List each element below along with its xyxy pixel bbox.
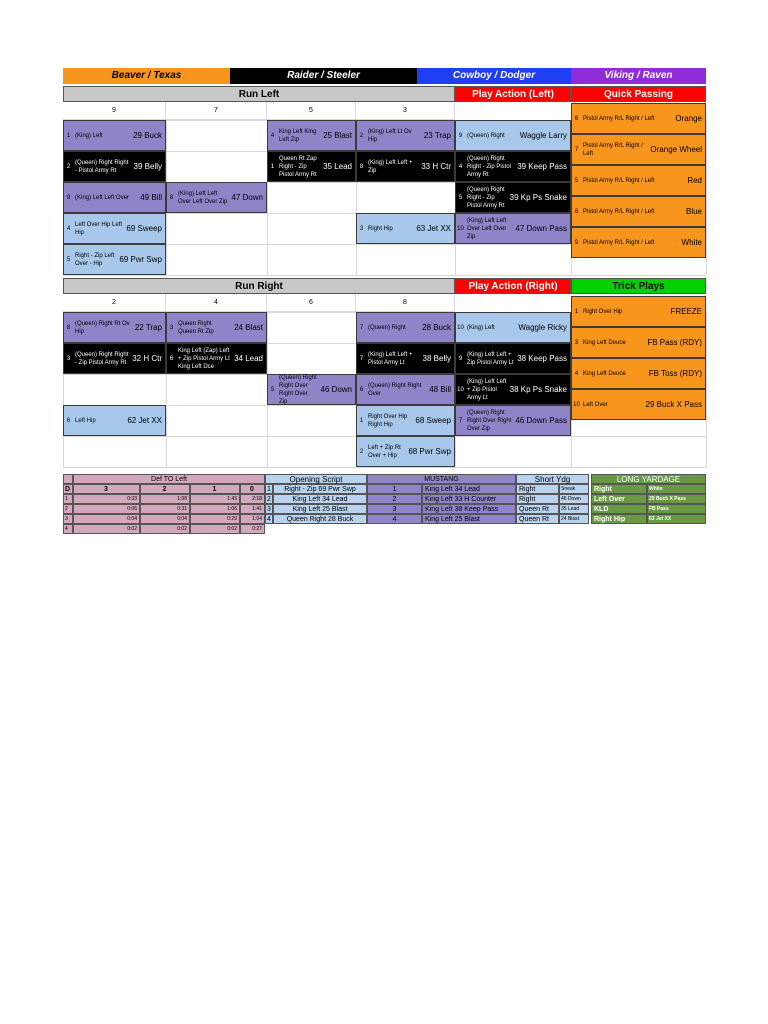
grid-hline (63, 467, 706, 468)
run-right-play-8[interactable] (356, 343, 455, 374)
play-name: FB Pass (RDY) (647, 337, 702, 347)
play-number: 4 (458, 163, 463, 170)
long-yardage-title: LONG YARDAGE (591, 474, 706, 484)
run-right-col-6: 6 (267, 294, 356, 312)
play-action-left-4[interactable] (455, 213, 571, 244)
run-right-col-2: 2 (63, 294, 166, 312)
grid-vline (706, 312, 707, 467)
section-trick-plays: Trick Plays (571, 278, 706, 294)
def-to-left-row-2-c4: 1:41 (240, 504, 265, 514)
play-action-left-1[interactable] (455, 120, 571, 151)
team-header-4: Viking / Raven (571, 68, 706, 84)
formation-label: Right - Zip Left Over - Hip (75, 252, 115, 267)
play-number: 9 (458, 355, 463, 362)
play-number: 4 (66, 225, 71, 232)
mustang-num-1: 1 (367, 484, 422, 494)
formation-label: (Queen) Right (368, 324, 406, 331)
play-number: 9 (574, 239, 579, 246)
play-name: FREEZE (670, 306, 702, 316)
play-name: 39 Keep Pass (517, 161, 567, 171)
trick-play-2[interactable] (571, 327, 706, 358)
quick-passing-5[interactable] (571, 227, 706, 258)
run-right-play-9[interactable] (356, 374, 455, 405)
play-number: 1 (66, 132, 71, 139)
formation-label: (King) Left Left Over Left Over Zip (467, 217, 507, 240)
formation-label: (King) Left Lt Ov Hip (368, 128, 412, 143)
short-ydg-formation-2: Right (516, 494, 559, 504)
long-yardage-play-4[interactable]: 63 Jet XX (647, 514, 706, 524)
opening-script-num-2: 2 (265, 494, 273, 504)
quick-passing-1[interactable] (571, 103, 706, 134)
play-number: 8 (574, 208, 579, 215)
play-name: 28 Buck (422, 322, 451, 332)
formation-label: (Queen) Right Rt Ov Hip (75, 320, 130, 335)
def-to-left-header-c2: 2 (140, 484, 190, 494)
def-to-left-header-c4: 0 (240, 484, 265, 494)
section-run-left: Run Left (63, 86, 455, 102)
section-play-action-left: Play Action (Left) (455, 86, 571, 102)
short-ydg-formation-3: Queen Rt (516, 504, 559, 514)
def-to-left-row-1-c3: 1:43 (190, 494, 240, 504)
opening-script-play-1[interactable]: Right - Zip 69 Pwr Swp (273, 484, 367, 494)
play-number: 3 (574, 339, 579, 346)
play-name: 47 Down Pass (515, 223, 567, 233)
play-action-right-2[interactable] (455, 343, 571, 374)
def-to-left-row-4-c2: 0:02 (140, 524, 190, 534)
play-number: 7 (574, 146, 579, 153)
formation-label: (King) Left Left + Zip Pistol Army Lt (467, 378, 507, 401)
formation-label: (Queen) Right Right - Zip Pistol Army Rt (467, 155, 512, 178)
long-yardage-formation-2: Left Over (591, 494, 647, 504)
play-number: 6 (169, 355, 174, 362)
play-number: 2 (359, 132, 364, 139)
play-number: 1 (574, 308, 579, 315)
play-name: 39 Kp Ps Snake (509, 192, 567, 202)
formation-label: (King) Left Left Over Left Over Zip (178, 190, 228, 205)
run-right-play-1[interactable] (63, 312, 166, 343)
run-right-play-4[interactable] (166, 312, 267, 343)
play-number: 3 (66, 355, 71, 362)
play-name: 35 Lead (323, 161, 352, 171)
play-number: 4 (574, 370, 579, 377)
formation-label: (King) Left Left + Zip (368, 159, 413, 174)
play-name: 23 Trap (423, 130, 451, 140)
play-name: 29 Buck (133, 130, 162, 140)
play-name: 69 Sweep (126, 223, 162, 233)
def-to-left-row-3-c2: 0:04 (140, 514, 190, 524)
formation-label: (King) Left Left Over (75, 194, 130, 201)
play-name: Waggle Ricky (518, 322, 567, 332)
mustang-num-4: 4 (367, 514, 422, 524)
def-to-left-row-2-c2: 0:31 (140, 504, 190, 514)
formation-label: (Queen) Right Right - Pistol Army Rt (75, 159, 129, 174)
run-right-play-5[interactable] (166, 343, 267, 374)
quick-passing-4[interactable] (571, 196, 706, 227)
run-left-play-10[interactable] (356, 151, 455, 182)
opening-script-play-3[interactable]: King Left 25 Blast (273, 504, 367, 514)
play-action-left-3[interactable] (455, 182, 571, 213)
play-name: 47 Down (231, 192, 263, 202)
run-right-play-7[interactable] (356, 312, 455, 343)
play-name: 49 Bill (140, 192, 162, 202)
short-ydg-formation-4: Queen Rt (516, 514, 559, 524)
play-name: 24 Blast (234, 322, 263, 332)
mustang-play-4[interactable]: King Left 25 Blast (422, 514, 516, 524)
play-number: 8 (66, 324, 71, 331)
formation-label: King Left Deuce (583, 370, 626, 377)
formation-label: Right Hip (368, 225, 393, 232)
long-yardage-formation-4: Right Hip (591, 514, 647, 524)
play-name: 39 Belly (133, 161, 162, 171)
play-name: FB Toss (RDY) (648, 368, 702, 378)
formation-label: Pistol Army R/L Right / Left (583, 239, 655, 246)
play-name: White (681, 237, 702, 247)
formation-label: Pistol Army R/L Right / Left (583, 177, 655, 184)
trick-play-4[interactable] (571, 389, 706, 420)
run-left-play-6[interactable] (166, 182, 267, 213)
long-yardage-play-1[interactable]: White (647, 484, 706, 494)
play-name: 29 Buck X Pass (645, 399, 702, 409)
play-number: 10 (457, 386, 464, 393)
run-left-col-3: 3 (356, 102, 455, 120)
run-left-play-8[interactable] (267, 151, 356, 182)
formation-label: (Queen) Right Right - Zip Pistol Army Rt (467, 186, 505, 209)
play-name: 68 Sweep (415, 415, 451, 425)
short-ydg-formation-1: Right (516, 484, 559, 494)
play-number: 7 (359, 355, 364, 362)
def-to-left-corner (63, 474, 73, 484)
mustang-play-2[interactable]: King Left 33 H Counter (422, 494, 516, 504)
play-number: 5 (66, 256, 71, 263)
play-action-right-3[interactable] (455, 374, 571, 405)
short-ydg-play-3[interactable]: 35 Lead (559, 504, 589, 514)
play-number: 8 (359, 163, 364, 170)
formation-label: Queen Right Queen Rt Zip (178, 320, 214, 335)
short-ydg-play-1[interactable]: Sneak (559, 484, 589, 494)
play-number: 7 (359, 324, 364, 331)
opening-script-num-4: 4 (265, 514, 273, 524)
formation-label: (Queen) Right Right Over Right Over Zip (467, 409, 512, 432)
play-action-right-4[interactable] (455, 405, 571, 436)
def-to-left-row-4-c3: 0:02 (190, 524, 240, 534)
formation-label: Left Over Hip Left Hip (75, 221, 123, 236)
formation-label: King Left Deuce (583, 339, 626, 346)
play-name: 38 Belly (422, 353, 451, 363)
def-to-left-header-c0: D (63, 484, 73, 494)
play-name: 69 Pwr Swp (119, 254, 162, 264)
run-left-play-5[interactable] (63, 244, 166, 275)
def-to-left-row-3-c0: 3 (63, 514, 73, 524)
long-yardage-formation-1: Right (591, 484, 647, 494)
play-number: 9 (66, 194, 71, 201)
trick-play-1[interactable] (571, 296, 706, 327)
play-name: 46 Down Pass (515, 415, 567, 425)
opening-script-play-2[interactable]: King Left 34 Lead (273, 494, 367, 504)
run-left-col-5: 5 (267, 102, 356, 120)
formation-label: Left Hip (75, 417, 96, 424)
short-ydg-play-2[interactable]: 46 Down (559, 494, 589, 504)
run-right-play-10[interactable] (356, 405, 455, 436)
trick-play-3[interactable] (571, 358, 706, 389)
run-right-play-11[interactable] (356, 436, 455, 467)
play-name: 68 Pwr Swp (408, 446, 451, 456)
play-name: 22 Trap (134, 322, 162, 332)
formation-label: Queen Rt Zap Right - Zip Pistol Army Rt (279, 155, 317, 178)
mustang-play-1[interactable]: King Left 34 Lead (422, 484, 516, 494)
play-name: 32 H Ctr (132, 353, 162, 363)
run-right-play-2[interactable] (63, 343, 166, 374)
play-number: 2 (66, 163, 71, 170)
short-ydg-title: Short Ydg (516, 474, 589, 484)
def-to-left-row-3-c1: 0:04 (73, 514, 140, 524)
play-name: 46 Down (320, 384, 352, 394)
run-right-play-6[interactable] (267, 374, 356, 405)
mustang-title: MUSTANG (367, 474, 516, 484)
def-to-left-header-c1: 3 (73, 484, 140, 494)
long-yardage-play-3[interactable]: FB Pass (647, 504, 706, 514)
short-ydg-play-4[interactable]: 24 Blast (559, 514, 589, 524)
long-yardage-formation-3: KLD (591, 504, 647, 514)
formation-label: Right Over Hip (583, 308, 623, 315)
mustang-num-3: 3 (367, 504, 422, 514)
run-left-play-2[interactable] (63, 151, 166, 182)
formation-label: Left Over (583, 401, 608, 408)
play-number: 10 (457, 225, 464, 232)
def-to-left-row-2-c0: 2 (63, 504, 73, 514)
def-to-left-row-2-c3: 1:06 (190, 504, 240, 514)
play-number: 4 (270, 132, 275, 139)
play-number: 10 (457, 324, 464, 331)
opening-script-num-1: 1 (265, 484, 273, 494)
mustang-num-2: 2 (367, 494, 422, 504)
play-number: 6 (574, 115, 579, 122)
play-number: 1 (359, 417, 364, 424)
def-to-left-row-1-c1: 0:33 (73, 494, 140, 504)
formation-label: (Queen) Right (467, 132, 505, 139)
opening-script-num-3: 3 (265, 504, 273, 514)
run-left-play-3[interactable] (63, 182, 166, 213)
def-to-left-row-1-c2: 1:08 (140, 494, 190, 504)
quick-passing-3[interactable] (571, 165, 706, 196)
run-left-play-4[interactable] (63, 213, 166, 244)
section-quick-passing: Quick Passing (571, 86, 706, 102)
run-right-play-3[interactable] (63, 405, 166, 436)
def-to-left-row-2-c1: 0:06 (73, 504, 140, 514)
play-name: 62 Jet XX (127, 415, 162, 425)
play-number: 5 (270, 386, 275, 393)
formation-label: (Queen) Right Right Over (368, 382, 422, 397)
mustang-play-3[interactable]: King Left 38 Keep Pass (422, 504, 516, 514)
play-name: 33 H Ctr (421, 161, 451, 171)
formation-label: (Queen) Right Right Over Right Over Zip (279, 374, 317, 405)
play-name: 63 Jet XX (416, 223, 451, 233)
play-name: Orange (675, 113, 702, 123)
play-name: Waggle Larry (519, 130, 567, 140)
team-header-2: Raider / Steeler (230, 68, 417, 84)
play-name: 38 Keep Pass (517, 353, 567, 363)
play-number: 8 (169, 194, 174, 201)
formation-label: Left + Zip Rt Over + Hip (368, 444, 401, 459)
opening-script-title: Opening Script (265, 474, 367, 484)
run-left-col-9: 9 (63, 102, 166, 120)
formation-label: (King) Left Left + Zip Pistol Army Lt (467, 351, 514, 366)
grid-hline (63, 275, 706, 276)
play-name: Blue (685, 206, 702, 216)
run-left-col-7: 7 (166, 102, 267, 120)
def-to-left-row-4-c4: 0:27 (240, 524, 265, 534)
play-name: 25 Blast (323, 130, 352, 140)
play-name: 38 Kp Ps Snake (509, 384, 567, 394)
play-number: 5 (458, 194, 463, 201)
run-left-play-1[interactable] (63, 120, 166, 151)
formation-label: (King) Left (467, 324, 495, 331)
run-right-col-8: 8 (356, 294, 455, 312)
play-action-right-1[interactable] (455, 312, 571, 343)
play-name: 48 Bill (429, 384, 451, 394)
play-number: 1 (270, 163, 275, 170)
formation-label: Pistol Army R/L Right / Left (583, 142, 643, 157)
play-name: Red (687, 175, 702, 185)
play-number: 5 (574, 177, 579, 184)
play-number: 2 (359, 448, 364, 455)
formation-label: (Queen) Right Right - Zip Pistol Army Rt (75, 351, 129, 366)
def-to-left-title: Def TO Left (73, 474, 265, 484)
formation-label: (King) Left Left + Pistol Army Lt (368, 351, 413, 366)
run-left-play-7[interactable] (267, 120, 356, 151)
play-number: 7 (458, 417, 463, 424)
section-play-action-right: Play Action (Right) (455, 278, 571, 294)
formation-label: Pistol Army R/L Right / Left (583, 208, 655, 215)
play-name: Orange Wheel (650, 144, 702, 154)
formation-label: Right Over Hip Right Hip (368, 413, 408, 428)
grid-vline (706, 120, 707, 275)
run-left-play-9[interactable] (356, 120, 455, 151)
play-number: 6 (66, 417, 71, 424)
formation-label: (King) Left (75, 132, 103, 139)
formation-label: King Left King Left Zip (279, 128, 317, 143)
def-to-left-row-1-c4: 2:18 (240, 494, 265, 504)
play-number: 6 (359, 386, 364, 393)
play-number: 9 (458, 132, 463, 139)
def-to-left-header-c3: 1 (190, 484, 240, 494)
long-yardage-play-2[interactable]: 29 Buck X Pass (647, 494, 706, 504)
play-number: 10 (573, 401, 580, 408)
team-header-1: Beaver / Texas (63, 68, 230, 84)
formation-label: Pistol Army R/L Right / Left (583, 115, 655, 122)
opening-script-play-4[interactable]: Queen Right 28 Buck (273, 514, 367, 524)
formation-label: King Left (Zap) Left + Zip Pistol Army Lt King Left Dce (178, 347, 230, 370)
play-number: 3 (169, 324, 174, 331)
section-run-right: Run Right (63, 278, 455, 294)
def-to-left-row-3-c4: 1:04 (240, 514, 265, 524)
play-name: 34 Lead (234, 353, 263, 363)
run-right-col-4: 4 (166, 294, 267, 312)
run-left-play-11[interactable] (356, 213, 455, 244)
def-to-left-row-1-c0: 1 (63, 494, 73, 504)
play-number: 3 (359, 225, 364, 232)
def-to-left-row-3-c3: 0:29 (190, 514, 240, 524)
play-action-left-2[interactable] (455, 151, 571, 182)
def-to-left-row-4-c1: 0:02 (73, 524, 140, 534)
team-header-3: Cowboy / Dodger (417, 68, 571, 84)
def-to-left-row-4-c0: 4 (63, 524, 73, 534)
quick-passing-2[interactable] (571, 134, 706, 165)
